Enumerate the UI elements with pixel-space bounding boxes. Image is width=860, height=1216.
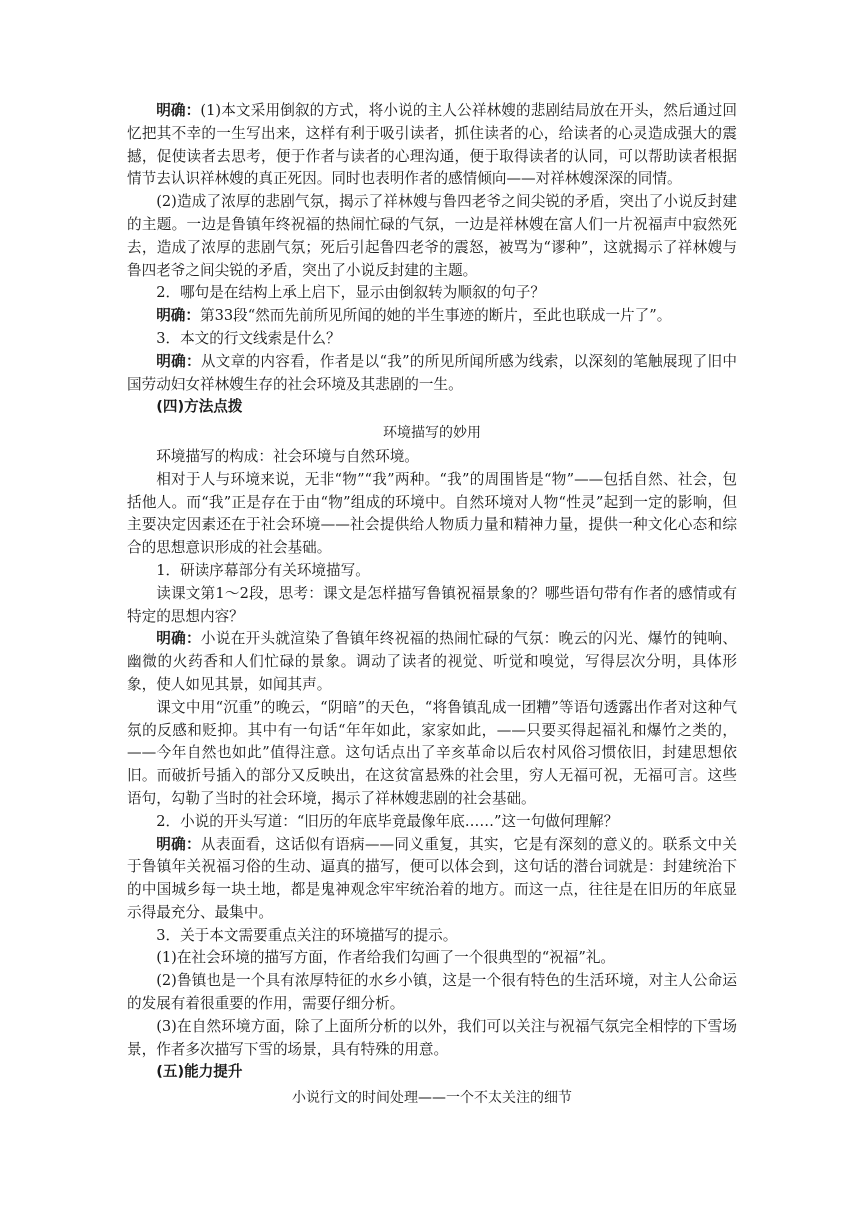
item-3-point-3: (3)在自然环境方面，除了上面所分析的以外，我们可以关注与祝福气氛完全相悖的下雪场景，作者多次描写下雪的场景，具有特殊的用意。	[127, 1017, 737, 1058]
env-paragraph-2: 相对于人与环境来说，无非“物”“我”两种。“我”的周围皆是“物”——包括自然、社会，包括他人。而“我”正是存在于由“物”组成的环境中。自然环境对人物“性灵”起到一定的影响，但主要决定因素还在于社会环境——社会提供给人物质力量和精神力量，提供一种文化心态和综合的思想意识形成的社会基础。	[127, 470, 737, 557]
answer-3: 明确：从文章的内容看，作者是以“我”的所见所闻所感为线索，以深刻的笔触展现了旧中国劳动妇女祥林嫂生存的社会环境及其悲剧的一生。	[127, 352, 737, 393]
item-3-point-1: (1)在社会环境的描写方面，作者给我们勾画了一个很典型的“祝福”礼。	[156, 949, 616, 967]
section-heading-5: (五)能力提升	[156, 1063, 243, 1081]
item-3-point-2: (2)鲁镇也是一个具有浓厚特征的水乡小镇，这是一个很有特色的生活环境，对主人公命运的发展有着很重要的作用，需要仔细分析。	[127, 972, 737, 1013]
item-2: 2．小说的开头写道：“旧历的年底毕竟最像年底……”这一句做何理解？	[156, 812, 619, 830]
section-heading-4: (四)方法点拨	[156, 398, 243, 416]
answer-paragraph-2: (2)造成了浓厚的悲剧气氛，揭示了祥林嫂与鲁四老爷之间尖锐的矛盾，突出了小说反封建的主题。一边是鲁镇年终祝福的热闹忙碌的气氛，一边是祥林嫂在富人们一片祝福声中寂然死去，造成了浓厚的悲剧气氛；死后引起鲁四老爷的震怒，被骂为“谬种”，这就揭示了祥林嫂与鲁四老爷之间尖锐的矛盾，突出了小说反封建的主题。	[127, 193, 737, 279]
env-paragraph-1: 环境描写的构成：社会环境与自然环境。	[156, 447, 419, 465]
question-3: 3．本文的行文线索是什么？	[156, 329, 341, 347]
answer-label: 明确：	[156, 307, 200, 325]
answer-label: 明确：	[156, 102, 201, 119]
answer-label: 明确：	[156, 835, 201, 853]
answer-label: 明确：	[156, 352, 201, 370]
item-2-answer: 明确：从表面看，这话似有语病——同义重复，其实，它是有深刻的意义的。联系文中关于鲁镇年关祝福习俗的生动、逼真的描写，便可以体会到，这句话的潜台词就是：封建统治下的中国城乡每一块土地，都是鬼神观念牢牢统治着的地方。而这一点，往往是在旧历的年底显示得最充分、最集中。	[127, 835, 737, 921]
document-page	[127, 100, 737, 1111]
item-1-answer: 明确：小说在开头就渲染了鲁镇年终祝福的热闹忙碌的气氛：晚云的闪光、爆竹的钝响、幽微的火药香和人们忙碌的景象。调动了读者的视觉、听觉和嗅觉，写得层次分明，具体形象，使人如见其景，如闻其声。	[127, 630, 737, 693]
item-1: 1．研读序幕部分有关环境描写。	[156, 561, 370, 579]
answer-2: 明确：第33段“然而先前所见所闻的她的半生事迹的断片，至此也联成一片了”。	[156, 307, 672, 325]
answer-paragraph-1: 明确：(1)本文采用倒叙的方式，将小说的主人公祥林嫂的悲剧结局放在开头，然后通过回忆把其不幸的一生写出来，这样有利于吸引读者，抓住读者的心，给读者的心灵造成强大的震撼，促使读者去思考，便于作者与读者的心理沟通，便于取得读者的认同，可以帮助读者根据情节去认识祥林嫂的真正死因。同时也表明作者的感情倾向——对祥林嫂深深的同情。	[127, 102, 737, 188]
section-title-5: 小说行文的时间处理——一个不太关注的细节	[292, 1090, 572, 1107]
section-title-4: 环境描写的妙用	[383, 425, 481, 442]
item-3: 3．关于本文需要重点关注的环境描写的提示。	[156, 926, 458, 944]
item-1-analysis: 课文中用“沉重”的晚云，“阴暗”的天色，“将鲁镇乱成一团糟”等语句透露出作者对这种气氛的反感和贬抑。其中有一句话“年年如此，家家如此，——只要买得起福礼和爆竹之类的，——今年自然也如此”值得注意。这句话点出了辛亥革命以后农村风俗习惯依旧，封建思想依旧。而破折号插入的部分又反映出，在这贫富悬殊的社会里，穷人无福可祝，无福可言。这些语句，勾勒了当时的社会环境，揭示了祥林嫂悲剧的社会基础。	[127, 698, 737, 807]
question-2: 2．哪句是在结构上承上启下，显示由倒叙转为顺叙的句子？	[156, 284, 545, 302]
answer-label: 明确：	[156, 630, 201, 648]
item-1-question: 读课文第1～2段，思考：课文是怎样描写鲁镇祝福景象的？哪些语句带有作者的感情或有特定的思想内容？	[127, 584, 737, 625]
